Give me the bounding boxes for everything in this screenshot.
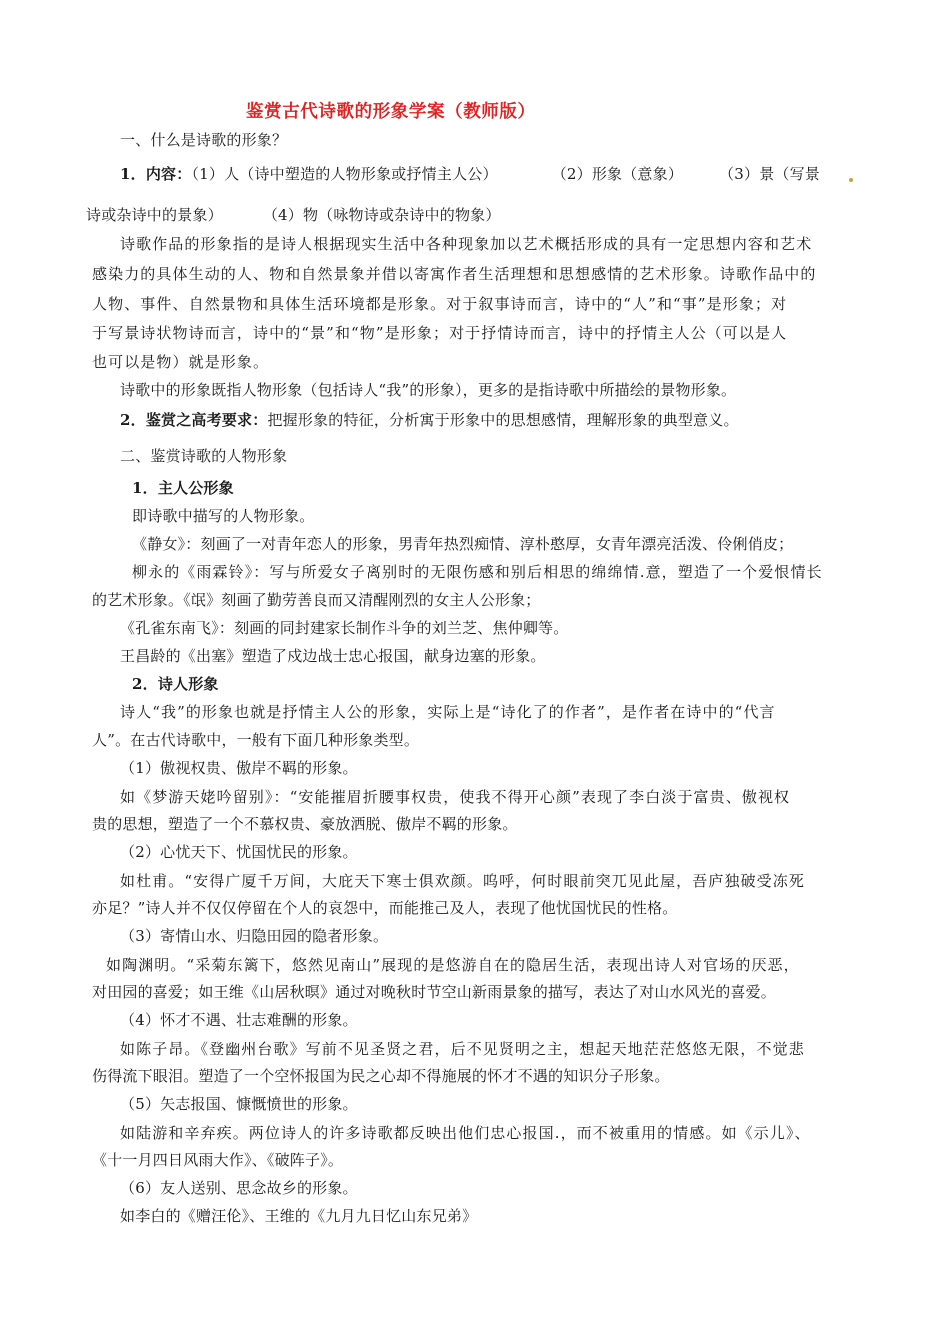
content-item-3-cont: 诗或杂诗中的景象）	[86, 206, 223, 224]
requirement-text: 把握形象的特征，分析寓于形象中的思想感情，理解形象的典型意义。	[267, 411, 739, 429]
content-line-1	[120, 164, 820, 184]
body-line: 如陆游和辛弃疾。两位诗人的许多诗歌都反映出他们忠心报国.，而不被重用的情感。如《示儿》、	[120, 1124, 811, 1142]
body-line: 《孔雀东南飞》：刻画的同封建家长制作斗争的刘兰芝、焦仲卿等。	[120, 619, 569, 637]
section-1-heading: 一、什么是诗歌的形象？	[120, 131, 288, 149]
body-line: （6）友人送别、思念故乡的形象。	[120, 1179, 358, 1197]
body-line: （4）怀才不遇、壮志难酬的形象。	[120, 1011, 358, 1029]
content-line-2	[86, 205, 501, 225]
content-item-4: （4）物（咏物诗或杂诗中的物象）	[262, 206, 501, 224]
content-item-2: （2）形象（意象）	[551, 165, 684, 183]
speck-mark	[849, 178, 853, 182]
body-line: 对田园的喜爱；如王维《山居秋暝》通过对晚秋时节空山新雨景象的描写，表达了对山水风光的喜爱。	[92, 983, 777, 1001]
body-line: 如陈子昂。《登幽州台歌》写前不见圣贤之君，后不见贤明之主，想起天地茫茫悠悠无限，不觉悲	[120, 1040, 805, 1058]
content-label: 1．内容：	[120, 165, 192, 183]
paragraph-line: 也可以是物）就是形象。	[92, 353, 270, 371]
body-line: 如李白的《赠汪伦》、王维的《九月九日忆山东兄弟》	[120, 1207, 478, 1225]
body-line: 如《梦游天姥吟留别》：“安能摧眉折腰事权贵，使我不得开心颜”表现了李白淡于富贵、傲视权	[120, 788, 791, 806]
body-line: （3）寄情山水、归隐田园的隐者形象。	[120, 927, 389, 945]
body-line: 如陶渊明。“采菊东篱下，悠然见南山”展现的是悠游自在的隐居生活，表现出诗人对官场的厌恶，	[106, 956, 800, 974]
requirement-line	[120, 410, 739, 430]
body-line: 柳永的《雨霖铃》：写与所爱女子离别时的无限伤感和别后相思的绵绵情.意，塑造了一个爱恨情长	[132, 563, 823, 581]
body-line: 贵的思想，塑造了一个不慕权贵、豪放洒脱、傲岸不羁的形象。	[92, 815, 518, 833]
paragraph-line: 人物、事件、自然景物和具体生活环境都是形象。对于叙事诗而言，诗中的“人”和“事”是形象；对	[92, 295, 788, 313]
body-line: （1）傲视权贵、傲岸不羁的形象。	[120, 759, 358, 777]
section-2-heading: 二、鉴赏诗歌的人物形象	[120, 447, 288, 465]
body-line: 人”。在古代诗歌中，一般有下面几种形象类型。	[92, 731, 420, 749]
paragraph-line: 于写景诗状物诗而言，诗中的“景”和“物”是形象；对于抒情诗而言，诗中的抒情主人公（可以是人	[92, 324, 788, 342]
paragraph-line: 诗歌作品的形象指的是诗人根据现实生活中各种现象加以艺术概括形成的具有一定思想内容和艺术	[120, 235, 813, 253]
paragraph-line: 感染力的具体生动的人、物和自然景象并借以寄寓作者生活理想和思想感情的艺术形象。诗歌作品中的	[92, 265, 817, 283]
document-title: 鉴赏古代诗歌的形象学案（教师版）	[246, 102, 536, 122]
content-item-3: （3）景（写景	[719, 165, 820, 183]
requirement-label: 2．鉴赏之高考要求：	[120, 411, 268, 429]
body-line: 伤得流下眼泪。塑造了一个空怀报国为民之心却不得施展的怀才不遇的知识分子形象。	[92, 1067, 670, 1085]
subsection-heading: 1．主人公形象	[132, 479, 234, 497]
content-item-1: （1）人（诗中塑造的人物形象或抒情主人公）	[191, 165, 498, 183]
body-line: 王昌龄的《出塞》塑造了戍边战士忠心报国，献身边塞的形象。	[120, 647, 546, 665]
body-line: （2）心忧天下、忧国忧民的形象。	[120, 843, 358, 861]
body-line: 亦足？”诗人并不仅仅停留在个人的哀怨中，而能推己及人，表现了他忧国忧民的性格。	[92, 899, 678, 917]
body-line: 《十一月四日风雨大作》、《破阵子》。	[92, 1151, 344, 1169]
body-line: 即诗歌中描写的人物形象。	[132, 507, 315, 525]
subsection-heading: 2．诗人形象	[132, 675, 219, 693]
body-line: 《静女》：刻画了一对青年恋人的形象，男青年热烈痴情、淳朴憨厚，女青年漂亮活泼、伶俐俏皮；	[132, 535, 794, 553]
body-line: （5）矢志报国、慷慨愤世的形象。	[120, 1095, 358, 1113]
body-line: 的艺术形象。《氓》刻画了勤劳善良而又清醒刚烈的女主人公形象；	[92, 591, 541, 609]
body-line: 诗人“我”的形象也就是抒情主人公的形象，实际上是“诗化了的作者”，是作者在诗中的“代言	[120, 703, 776, 721]
body-line: 如杜甫。“安得广厦千万间，大庇天下寒士俱欢颜。呜呼，何时眼前突兀见此屋，吾庐独破受冻死	[120, 872, 805, 890]
paragraph-line: 诗歌中的形象既指人物形象（包括诗人“我”的形象），更多的是指诗歌中所描绘的景物形象。	[120, 381, 737, 399]
